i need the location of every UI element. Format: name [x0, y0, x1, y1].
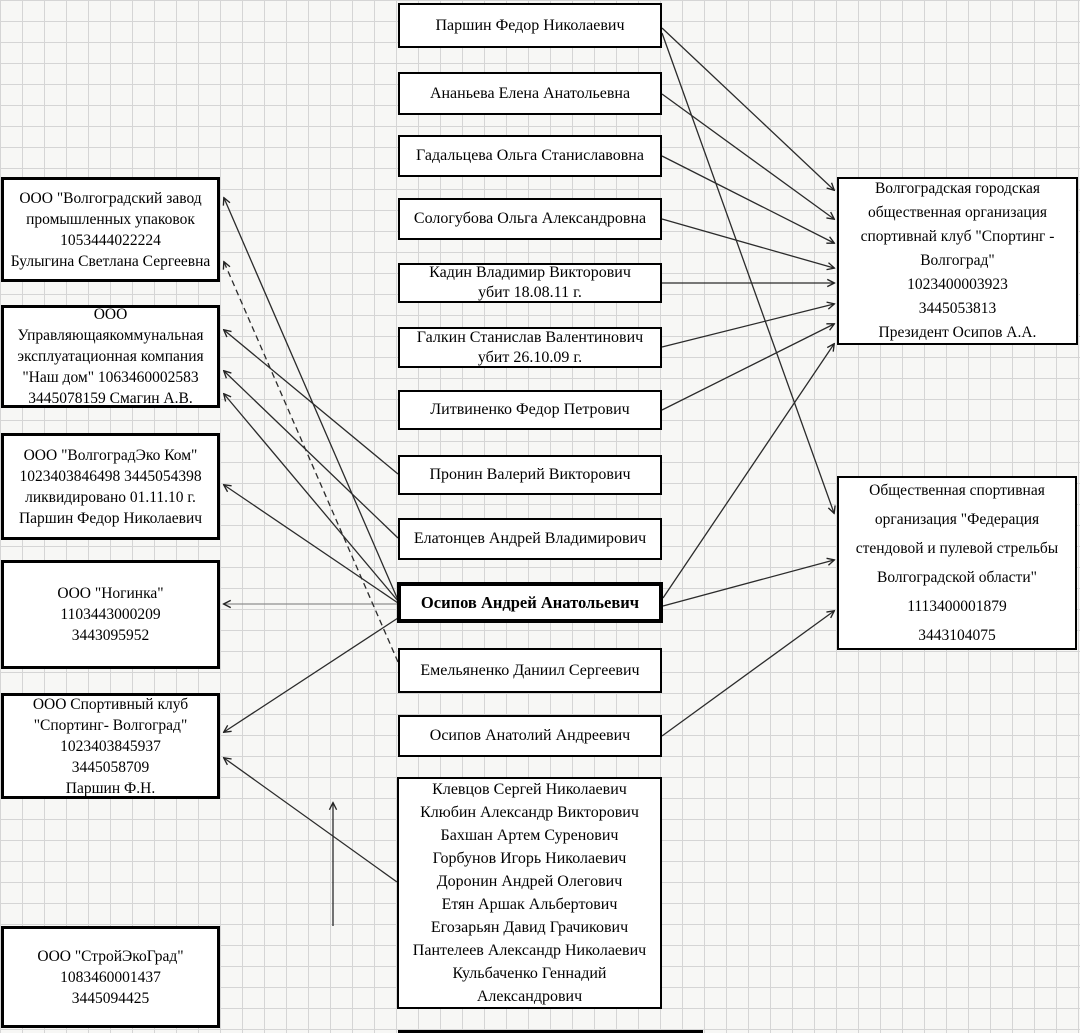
- edge-ananyeva-to-sporting-org: [662, 94, 834, 219]
- node-elatontsev-av[interactable]: [398, 518, 662, 560]
- edge-emelyanenko-to-zavod-upakovok: [224, 262, 398, 662]
- node-zavod-upakovok-line-3: Булыгина Светлана Сергеевна: [10, 252, 211, 270]
- node-group-klevtsov-line-7: Пантелеев Александр Николаевич: [412, 942, 647, 959]
- node-pronin-vv[interactable]: [398, 455, 662, 495]
- node-noginka-line-0: ООО "Ногинка": [57, 585, 164, 602]
- node-sporting-org[interactable]: [837, 177, 1078, 345]
- node-sporting-ooo[interactable]: [1, 693, 220, 799]
- node-zavod-upakovok-line-0: ООО "Волгоградский завод: [19, 189, 202, 207]
- node-gadaltseva-os-line-0: Гадальцева Ольга Станиславовна: [416, 147, 644, 164]
- node-sporting-org-line-5: 3445053813: [918, 300, 997, 317]
- node-sporting-org-line-6: Президент Осипов А.А.: [878, 324, 1037, 341]
- node-emelyanenko-ds[interactable]: [398, 648, 662, 693]
- edge-parshin-to-federation-org: [662, 33, 834, 513]
- node-sporting-org-line-0: Волгоградская городская: [874, 180, 1041, 197]
- node-parshin-fn[interactable]: [398, 3, 662, 48]
- node-nash-dom[interactable]: [1, 305, 220, 408]
- node-sporting-org-line-2: спортивнай клуб "Спортинг -: [860, 228, 1055, 245]
- node-federation-org-line-3: Волгоградской области": [877, 569, 1037, 586]
- edge-group-klevtsov-to-sporting-ooo: [224, 758, 397, 882]
- node-litvinenko-fp[interactable]: [398, 390, 662, 430]
- node-sporting-ooo-line-3: 3445058709: [71, 758, 150, 776]
- edge-osipov-andrey-to-sporting-org: [663, 344, 834, 598]
- edge-osipov-anatoliy-to-federation-org: [662, 611, 834, 736]
- edge-osipov-andrey-to-nash-dom: [224, 394, 398, 601]
- node-sologubova-oa-line-0: Сологубова Ольга Александровна: [413, 210, 647, 227]
- node-zavod-upakovok-line-1: промышленных упаковок: [26, 210, 195, 228]
- node-emelyanenko-ds-line-0: Емельяненко Даниил Сергеевич: [420, 661, 640, 679]
- node-group-klevtsov-line-4: Доронин Андрей Олегович: [436, 873, 623, 890]
- node-litvinenko-fp-line-0: Литвиненко Федор Петрович: [430, 401, 630, 418]
- node-nash-dom-line-3: "Наш дом" 1063460002583: [22, 369, 199, 386]
- node-noginka-line-1: 1103443000209: [60, 606, 161, 623]
- node-nash-dom-line-4: 3445078159 Смагин А.В.: [28, 390, 193, 407]
- node-noginka-line-2: 3443095952: [71, 627, 150, 644]
- node-stroyekograd-line-1: 1083460001437: [60, 968, 161, 986]
- node-stroyekograd-line-0: ООО "СтройЭкоГрад": [37, 947, 184, 965]
- node-stroyekograd-line-2: 3445094425: [71, 989, 150, 1007]
- node-parshin-fn-line-0: Паршин Федор Николаевич: [435, 16, 625, 34]
- node-volgogradekokom-line-3: Паршин Федор Николаевич: [18, 509, 203, 527]
- edge-osipov-andrey-to-sporting-ooo: [224, 618, 398, 732]
- edge-galkin-to-sporting-org: [662, 304, 834, 347]
- node-nash-dom-line-2: эксплуатационная компания: [17, 348, 204, 365]
- node-zavod-upakovok[interactable]: [1, 177, 220, 282]
- node-group-klevtsov-line-5: Етян Аршак Альбертович: [441, 896, 618, 913]
- edge-osipov-andrey-to-volgogradekokom: [224, 485, 398, 603]
- edge-parshin-to-sporting-org: [662, 28, 834, 190]
- node-federation-org[interactable]: [837, 476, 1077, 650]
- node-sporting-ooo-line-1: "Спортинг- Волгоград": [33, 716, 188, 734]
- node-sologubova-oa[interactable]: [398, 198, 662, 240]
- edge-osipov-andrey-to-zavod-upakovok: [224, 198, 398, 600]
- node-osipov-andrey-line-0: Осипов Андрей Анатольевич: [420, 592, 640, 612]
- node-volgogradekokom-line-2: ликвидировано 01.11.10 г.: [25, 488, 196, 506]
- node-ananyeva-ea[interactable]: [398, 72, 662, 115]
- node-federation-org-line-4: 1113400001879: [907, 598, 1007, 615]
- node-group-klevtsov-line-1: Клюбин Александр Викторович: [420, 804, 639, 821]
- node-kadin-vv-line-0: Кадин Владимир Викторович: [429, 264, 631, 281]
- node-galkin-sv[interactable]: [398, 327, 662, 368]
- node-federation-org-line-2: стендовой и пулевой стрельбы: [855, 540, 1059, 557]
- node-nash-dom-line-1: Управляющаякоммунальная: [17, 327, 204, 344]
- edge-sologubova-to-sporting-org: [662, 219, 834, 268]
- edge-elatontsev-to-nash-dom: [224, 371, 398, 538]
- node-group-klevtsov-line-6: Егозарьян Давид Грачикович: [430, 919, 629, 936]
- node-volgogradekokom-line-1: 1023403846498 3445054398: [19, 467, 202, 485]
- node-group-klevtsov-line-2: Бахшан Артем Суренович: [440, 827, 619, 844]
- node-federation-org-line-1: организация "Федерация: [874, 511, 1040, 528]
- node-osipov-anatoliy-line-0: Осипов Анатолий Андреевич: [429, 727, 631, 744]
- edge-pronin-to-nash-dom: [224, 330, 398, 474]
- node-ananyeva-ea-line-0: Ананьева Елена Анатольевна: [429, 84, 631, 102]
- node-zavod-upakovok-line-2: 1053444022224: [60, 231, 161, 249]
- node-galkin-sv-line-1: убит 26.10.09 г.: [477, 348, 583, 366]
- node-group-klevtsov-line-9: Александрович: [476, 988, 583, 1005]
- node-osipov-andrey[interactable]: [397, 582, 663, 623]
- node-sporting-ooo-line-2: 1023403845937: [60, 737, 161, 755]
- node-volgogradekokom[interactable]: [1, 433, 220, 540]
- node-sporting-org-line-3: Волгоград": [920, 252, 995, 269]
- node-elatontsev-av-line-0: Елатонцев Андрей Владимирович: [413, 530, 647, 547]
- node-group-klevtsov-line-8: Кульбаченко Геннадий: [452, 965, 607, 982]
- node-kadin-vv[interactable]: [398, 263, 662, 303]
- edge-litvinenko-to-sporting-org: [662, 324, 834, 410]
- node-sporting-ooo-line-4: Паршин Ф.Н.: [65, 779, 156, 797]
- node-kadin-vv-line-1: убит 18.08.11 г.: [478, 284, 582, 301]
- node-osipov-anatoliy[interactable]: [398, 715, 662, 757]
- node-sporting-org-line-1: общественная организация: [867, 204, 1048, 221]
- node-federation-org-line-5: 3443104075: [918, 627, 996, 644]
- node-group-klevtsov[interactable]: [397, 777, 662, 1009]
- node-galkin-sv-line-0: Галкин Станислав Валентинович: [416, 328, 644, 346]
- node-sporting-org-line-4: 1023400003923: [907, 276, 1008, 293]
- node-pronin-vv-line-0: Пронин Валерий Викторович: [429, 466, 631, 483]
- node-sporting-ooo-line-0: ООО Спортивный клуб: [32, 695, 189, 713]
- node-noginka[interactable]: [1, 560, 220, 669]
- node-gadaltseva-os[interactable]: [398, 135, 662, 177]
- edge-osipov-andrey-to-federation-org: [663, 560, 834, 606]
- node-group-klevtsov-line-3: Горбунов Игорь Николаевич: [432, 850, 627, 867]
- node-stroyekograd[interactable]: [1, 926, 220, 1028]
- node-nash-dom-line-0: ООО: [93, 306, 128, 323]
- node-federation-org-line-0: Общественная спортивная: [869, 482, 1045, 499]
- node-group-klevtsov-line-0: Клевцов Сергей Николаевич: [432, 781, 627, 798]
- node-volgogradekokom-line-0: ООО "ВолгоградЭко Ком": [23, 446, 198, 464]
